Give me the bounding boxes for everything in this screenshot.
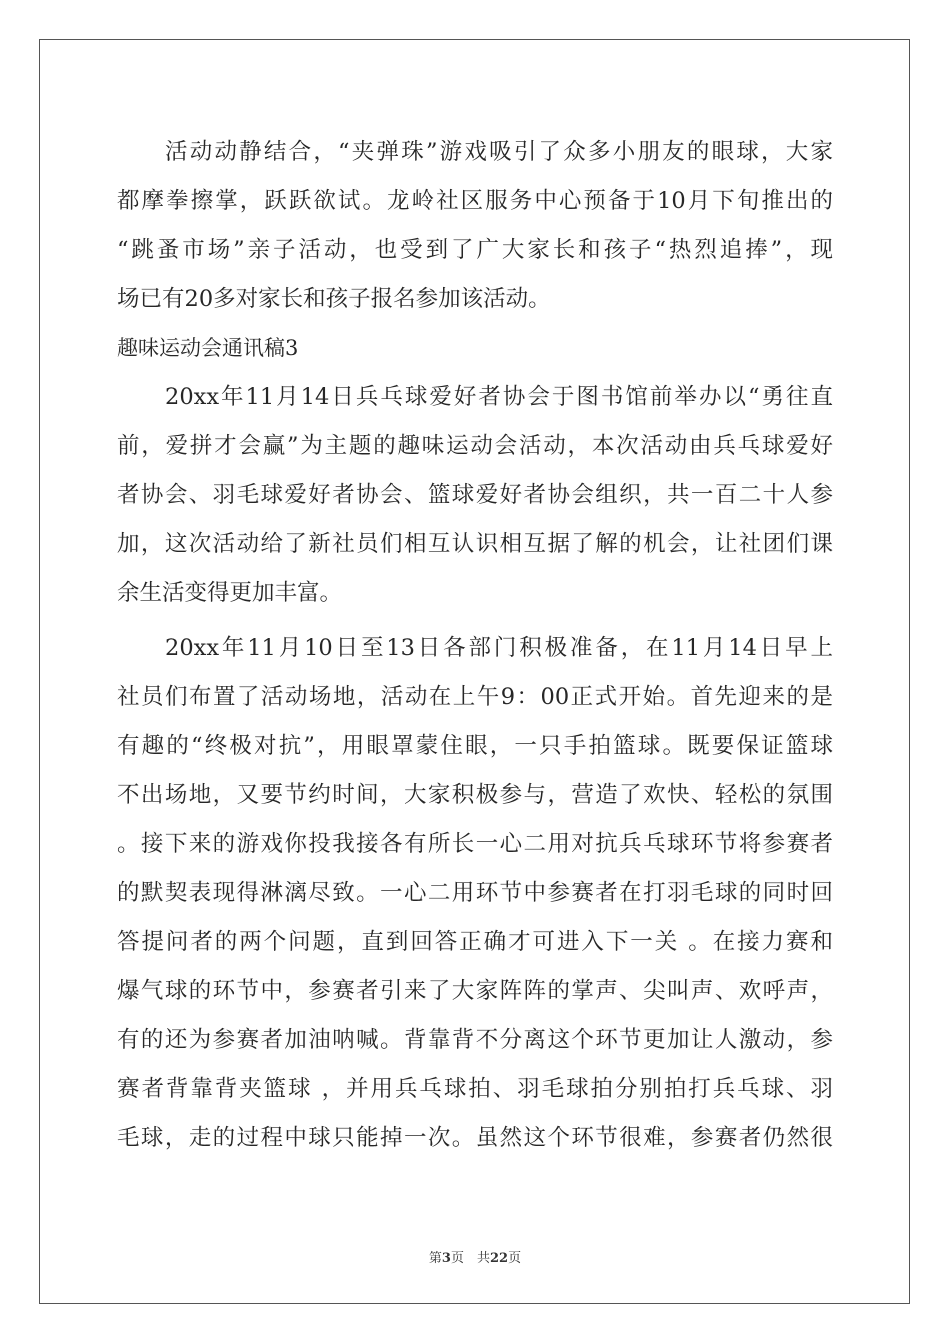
- paragraph-2-line-2: 前，爱拼才会赢”为主题的趣味运动会活动，本次活动由兵乓球爱好: [117, 433, 833, 459]
- paragraph-3-line-10: 赛者背靠背夹篮球 ，并用兵乓球拍、羽毛球拍分别拍打兵乓球、羽: [117, 1076, 833, 1102]
- footer-total-pages: 22: [489, 1251, 509, 1266]
- paragraph-3-line-6: 的默契表现得淋漓尽致。一心二用环节中参赛者在打羽毛球的同时回: [117, 880, 833, 906]
- footer-middle: 页 共: [450, 1251, 490, 1266]
- paragraph-2-line-1: 20xx年11月14日兵乓球爱好者协会于图书馆前举办以“勇往直: [165, 384, 833, 410]
- footer-page-number: 3: [441, 1251, 451, 1266]
- paragraph-3-line-3: 有趣的“终极对抗”，用眼罩蒙住眼，一只手拍篮球。既要保证篮球: [117, 733, 833, 759]
- paragraph-3-line-8: 爆气球的环节中，参赛者引来了大家阵阵的掌声、尖叫声、欢呼声，: [117, 978, 833, 1004]
- paragraph-3-line-2: 社员们布置了活动场地，活动在上午9：00正式开始。首先迎来的是: [117, 684, 833, 710]
- paragraph-3-line-9: 有的还为参赛者加油呐喊。背靠背不分离这个环节更加让人激动，参: [117, 1027, 833, 1053]
- page-footer: [0, 1247, 950, 1266]
- paragraph-1-line-3: “跳蚤市场”亲子活动，也受到了广大家长和孩子“热烈追捧”，现: [117, 237, 833, 263]
- footer-prefix: 第: [428, 1251, 442, 1266]
- paragraph-3-line-4: 不出场地，又要节约时间，大家积极参与，营造了欢快、轻松的氛围: [117, 782, 833, 808]
- paragraph-3-line-7: 答提问者的两个问题，直到回答正确才可进入下一关 。在接力赛和: [117, 929, 833, 955]
- paragraph-1-line-4: 场已有20多对家长和孩子报名参加该活动。: [117, 286, 551, 312]
- paragraph-1-line-1: 活动动静结合，“夹弹珠”游戏吸引了众多小朋友的眼球，大家: [165, 139, 833, 165]
- paragraph-3-line-11: 毛球，走的过程中球只能掉一次。虽然这个环节很难，参赛者仍然很: [117, 1125, 833, 1151]
- paragraph-3-line-1: 20xx年11月10日至13日各部门积极准备，在11月14日早上: [165, 635, 833, 661]
- paragraph-1-line-2: 都摩拳擦掌，跃跃欲试。龙岭社区服务中心预备于10月下旬推出的: [117, 188, 833, 214]
- paragraph-2-line-4: 加，这次活动给了新社员们相互认识相互据了解的机会，让社团们课: [117, 531, 833, 557]
- paragraph-3-line-5: 。接下来的游戏你投我接各有所长一心二用对抗兵乓球环节将参赛者: [117, 831, 833, 857]
- paragraph-2-line-5: 余生活变得更加丰富。: [117, 580, 343, 606]
- footer-suffix: 页: [508, 1251, 522, 1266]
- section-heading: 趣味运动会通讯稿3: [117, 336, 299, 360]
- paragraph-2-line-3: 者协会、羽毛球爱好者协会、篮球爱好者协会组织，共一百二十人参: [117, 482, 833, 508]
